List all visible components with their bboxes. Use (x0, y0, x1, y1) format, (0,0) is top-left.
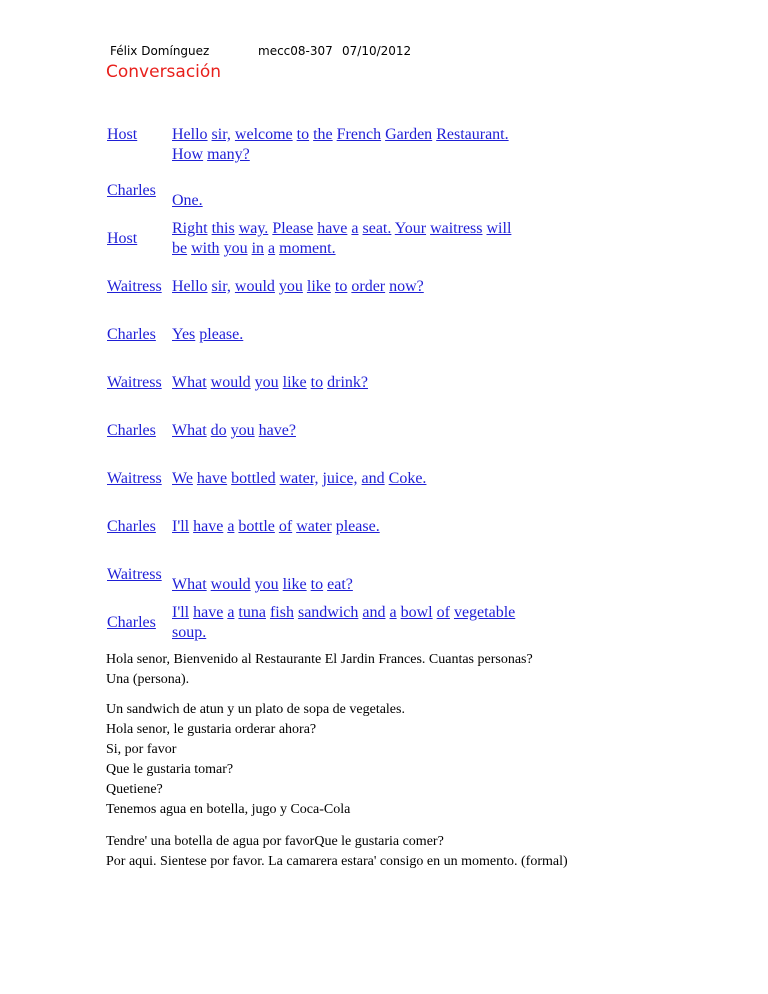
word-link[interactable]: fish (269, 604, 294, 621)
speaker-link[interactable]: Charles (107, 518, 156, 535)
speaker-link[interactable]: Charles (107, 422, 156, 439)
word-link[interactable]: please. (335, 518, 380, 535)
translation-line: Por aqui. Sientese por favor. La camarera estara' consigo en un momento. (formal) (106, 854, 568, 869)
translation-line: Tendre' una botella de agua por favorQue le gustaria comer? (106, 834, 444, 849)
word-link[interactable]: would (210, 576, 251, 593)
speaker-link[interactable]: Host (107, 126, 138, 143)
speaker-link[interactable]: Waitress (107, 278, 162, 295)
word-link[interactable]: drink? (327, 374, 368, 391)
word-link[interactable]: and (362, 604, 386, 621)
translation-line: Un sandwich de atun y un plato de sopa de vegetales. (106, 702, 405, 717)
word-link[interactable]: to (310, 576, 324, 593)
word-link[interactable]: the (313, 126, 333, 143)
word-link[interactable]: How (172, 146, 204, 163)
word-link[interactable]: water, (279, 470, 319, 487)
word-link[interactable]: Your (394, 220, 427, 237)
dialogue-line (172, 422, 296, 440)
word-link[interactable]: and (361, 470, 385, 487)
word-link[interactable]: would (234, 278, 275, 295)
word-link[interactable]: of (278, 518, 293, 535)
speaker-link[interactable]: Charles (107, 614, 156, 631)
speaker-link[interactable]: Waitress (107, 566, 162, 583)
word-link[interactable]: in (251, 240, 265, 257)
word-link[interactable]: I'll (172, 604, 190, 621)
translation-line: Quetiene? (106, 782, 163, 797)
word-link[interactable]: to (334, 278, 348, 295)
translation-line: Una (persona). (106, 672, 190, 687)
word-link[interactable]: a (227, 518, 235, 535)
word-link[interactable]: Coke. (388, 470, 427, 487)
word-link[interactable]: What (172, 374, 207, 391)
dialogue-line (172, 518, 380, 536)
document-date: 07/10/2012 (342, 44, 412, 58)
word-link[interactable]: Yes (172, 326, 196, 343)
word-link[interactable]: this (211, 220, 235, 237)
word-link[interactable]: have? (258, 422, 296, 439)
translation-paragraph (106, 650, 533, 690)
word-link[interactable]: Hello (172, 126, 208, 143)
word-link[interactable]: have (193, 604, 224, 621)
dialogue-line (172, 220, 511, 238)
word-link[interactable]: with (191, 240, 220, 257)
dialogue-line (172, 374, 368, 392)
word-link[interactable]: would (210, 374, 251, 391)
course-code: mecc08-307 (258, 44, 333, 58)
word-link[interactable]: a (268, 240, 276, 257)
speaker-link[interactable]: Charles (107, 182, 156, 199)
word-link[interactable]: Please (272, 220, 314, 237)
word-link[interactable]: French (336, 126, 382, 143)
word-link[interactable]: you (223, 240, 248, 257)
word-link[interactable]: Restaurant. (436, 126, 509, 143)
word-link[interactable]: sandwich (297, 604, 359, 621)
dialogue-line (172, 126, 509, 144)
word-link[interactable]: be (172, 240, 188, 257)
word-link[interactable]: sir, (211, 126, 231, 143)
word-link[interactable]: like (282, 374, 307, 391)
speaker-link[interactable]: Waitress (107, 374, 162, 391)
dialogue-line (172, 192, 203, 210)
translation-line: Que le gustaria tomar? (106, 762, 234, 777)
speaker-link[interactable]: Charles (107, 326, 156, 343)
word-link[interactable]: Hello (172, 278, 208, 295)
word-link[interactable]: What (172, 422, 207, 439)
word-link[interactable]: to (296, 126, 310, 143)
dialogue-line (172, 624, 206, 642)
translation-line: Si, por favor (106, 742, 177, 757)
dialogue-line (172, 576, 353, 594)
word-link[interactable]: do (210, 422, 227, 439)
word-link[interactable]: eat? (327, 576, 353, 593)
dialogue-line (172, 278, 424, 296)
word-link[interactable]: like (282, 576, 307, 593)
word-link[interactable]: please. (199, 326, 244, 343)
dialogue-line (172, 326, 243, 344)
word-link[interactable]: to (310, 374, 324, 391)
word-link[interactable]: have (196, 470, 228, 487)
word-link[interactable]: bowl (400, 604, 433, 621)
translation-paragraph (106, 700, 405, 820)
word-link[interactable]: a (227, 604, 235, 621)
translation-paragraph (106, 832, 568, 872)
word-link[interactable]: order (351, 278, 386, 295)
word-link[interactable]: sir, (211, 278, 231, 295)
word-link[interactable]: soup. (172, 624, 207, 641)
translation-line: Hola senor, Bienvenido al Restaurante El Jardin Frances. Cuantas personas? (106, 652, 533, 667)
word-link[interactable]: Garden (385, 126, 433, 143)
page-title: Conversación (106, 62, 222, 82)
word-link[interactable]: bottle (238, 518, 275, 535)
dialogue-line (172, 240, 336, 258)
word-link[interactable]: now? (389, 278, 424, 295)
dialogue-line (172, 470, 426, 488)
word-link[interactable]: of (436, 604, 450, 621)
word-link[interactable]: you (230, 422, 255, 439)
speaker-link[interactable]: Host (107, 230, 138, 247)
word-link[interactable]: What (172, 576, 207, 593)
author-name: Félix Domínguez (110, 44, 210, 58)
word-link[interactable]: vegetable (453, 604, 516, 621)
word-link[interactable]: you (254, 374, 279, 391)
word-link[interactable]: bottled (231, 470, 276, 487)
dialogue-line (172, 604, 515, 622)
word-link[interactable]: way. (238, 220, 269, 237)
word-link[interactable]: I'll (172, 518, 190, 535)
word-link[interactable]: many? (207, 146, 250, 163)
word-link[interactable]: waitress (430, 220, 483, 237)
word-link[interactable]: moment. (279, 240, 336, 257)
word-link[interactable]: like (306, 278, 331, 295)
translation-line: Hola senor, le gustaria orderar ahora? (106, 722, 317, 737)
word-link[interactable]: Right (172, 220, 208, 237)
word-link[interactable]: tuna (238, 604, 266, 621)
word-link[interactable]: have (193, 518, 224, 535)
word-link[interactable]: One. (172, 192, 203, 209)
word-link[interactable]: a (389, 604, 397, 621)
word-link[interactable]: water (296, 518, 332, 535)
dialogue-line (172, 146, 250, 164)
word-link[interactable]: you (278, 278, 303, 295)
word-link[interactable]: will (486, 220, 512, 237)
word-link[interactable]: have (317, 220, 348, 237)
word-link[interactable]: welcome (234, 126, 293, 143)
speaker-link[interactable]: Waitress (107, 470, 162, 487)
word-link[interactable]: seat. (362, 220, 392, 237)
word-link[interactable]: We (172, 470, 193, 487)
word-link[interactable]: juice, (322, 470, 358, 487)
word-link[interactable]: a (351, 220, 359, 237)
translation-line: Tenemos agua en botella, jugo y Coca-Cola (106, 802, 351, 817)
word-link[interactable]: you (254, 576, 279, 593)
